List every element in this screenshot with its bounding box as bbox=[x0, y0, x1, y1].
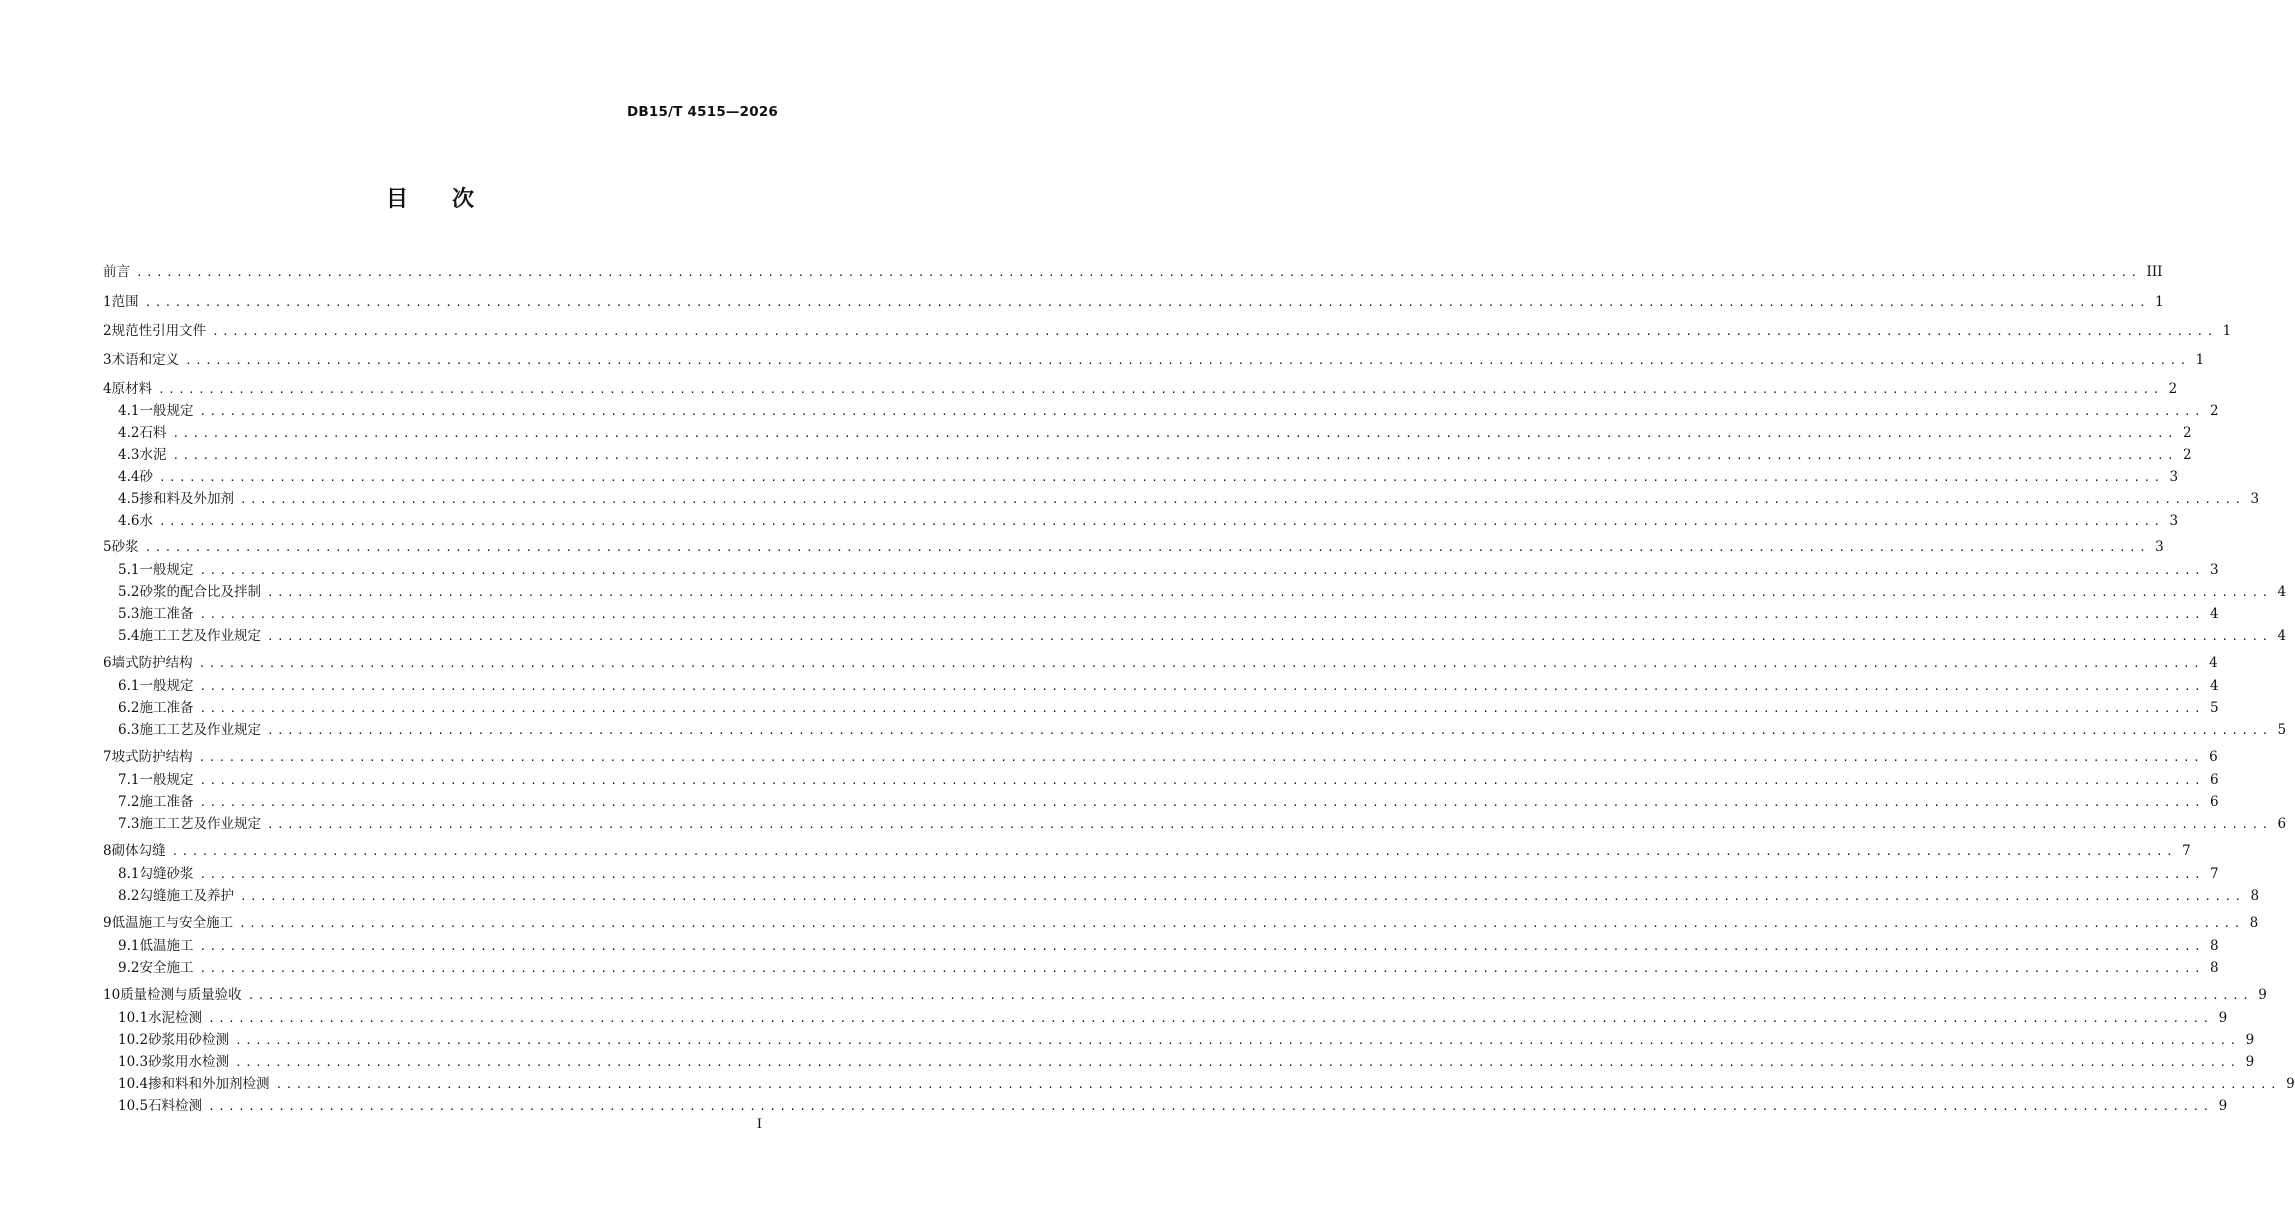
toc-entry-page: 1 bbox=[2222, 323, 2232, 339]
toc-dot-leader: ........................................................................................................................................................................................................ bbox=[158, 383, 2163, 396]
toc-subentry[interactable] bbox=[118, 886, 2260, 906]
toc-entry-label: 砌体勾缝 bbox=[111, 843, 166, 859]
toc-dot-leader: ........................................................................................................................................................................................................ bbox=[199, 680, 2204, 693]
toc-dot-leader: ........................................................................................................................................................................................................ bbox=[275, 1078, 2281, 1091]
toc-entry-number: 5.1 bbox=[118, 562, 140, 578]
toc-entry-label: 石料检测 bbox=[148, 1098, 203, 1114]
toc-entry-page: 2 bbox=[2168, 381, 2178, 397]
document-code: DB15/T 4515—2026 bbox=[627, 104, 778, 120]
toc-subentry[interactable] bbox=[118, 1074, 2295, 1094]
toc-dot-leader: ........................................................................................................................................................................................................ bbox=[199, 405, 2204, 418]
toc-entry-page: 7 bbox=[2182, 843, 2191, 859]
toc-dot-leader: ........................................................................................................................................................................................................ bbox=[239, 493, 2245, 506]
toc-entry-number: 10.2 bbox=[118, 1032, 149, 1048]
toc-dot-leader: ........................................................................................................................................................................................................ bbox=[266, 818, 2272, 831]
toc-entry[interactable] bbox=[103, 841, 2191, 861]
toc-subentry[interactable] bbox=[118, 582, 2287, 602]
toc-dot-leader: ........................................................................................................................................................................................................ bbox=[199, 796, 2204, 809]
toc-entry-number: 10.3 bbox=[118, 1054, 149, 1070]
toc-entry-label: 施工工艺及作业规定 bbox=[139, 722, 261, 738]
toc-dot-leader: ........................................................................................................................................................................................................ bbox=[144, 541, 2150, 554]
toc-subentry[interactable] bbox=[118, 770, 2219, 790]
toc-entry-page: 8 bbox=[2210, 960, 2219, 976]
toc-entry-page: 9 bbox=[2245, 1054, 2255, 1070]
toc-subentry[interactable] bbox=[118, 864, 2219, 884]
toc-entry-page: 7 bbox=[2210, 866, 2219, 882]
toc-dot-leader: ........................................................................................................................................................................................................ bbox=[266, 586, 2272, 599]
toc-dot-leader: ........................................................................................................................................................................................................ bbox=[208, 1012, 2213, 1025]
toc-entry-label: 施工准备 bbox=[139, 606, 194, 622]
toc-dot-leader: ........................................................................................................................................................................................................ bbox=[235, 1056, 2240, 1069]
toc-subentry[interactable] bbox=[118, 445, 2192, 465]
toc-entry-number: 8.2 bbox=[118, 888, 140, 904]
toc-dot-leader: ........................................................................................................................................................................................................ bbox=[199, 564, 2204, 577]
toc-entry-page: 8 bbox=[2250, 888, 2260, 904]
toc-entry-label: 坡式防护结构 bbox=[111, 749, 193, 765]
toc-dot-leader: ........................................................................................................................................................................................................ bbox=[185, 354, 2190, 367]
toc-subentry[interactable] bbox=[118, 467, 2179, 487]
toc-entry-label: 一般规定 bbox=[139, 403, 194, 419]
toc-dot-leader: ........................................................................................................................................................................................................ bbox=[266, 724, 2272, 737]
toc-entry-label: 安全施工 bbox=[139, 960, 194, 976]
toc-entry-number: 6.2 bbox=[118, 700, 140, 716]
toc-entry-label: 砂浆用水检测 bbox=[148, 1054, 230, 1070]
toc-entry-page: 2 bbox=[2183, 447, 2192, 463]
toc-subentry[interactable] bbox=[118, 936, 2219, 956]
toc-subentry[interactable] bbox=[118, 511, 2179, 531]
toc-subentry[interactable] bbox=[118, 604, 2219, 624]
toc-dot-leader: ........................................................................................................................................................................................................ bbox=[198, 657, 2204, 670]
toc-dot-leader: ........................................................................................................................................................................................................ bbox=[199, 774, 2204, 787]
toc-entry[interactable] bbox=[103, 262, 2163, 282]
toc-entry-label: 掺和料和外加剂检测 bbox=[148, 1076, 270, 1092]
toc-subentry[interactable] bbox=[118, 814, 2287, 834]
toc-entry-page: 5 bbox=[2277, 722, 2287, 738]
toc-subentry[interactable] bbox=[118, 626, 2287, 646]
toc-entry-page: 3 bbox=[2169, 513, 2179, 529]
toc-entry-number: 4.3 bbox=[118, 447, 140, 463]
toc-dot-leader: ........................................................................................................................................................................................................ bbox=[199, 868, 2204, 881]
toc-entry-number: 4.2 bbox=[118, 425, 140, 441]
toc-entry[interactable] bbox=[103, 292, 2164, 312]
toc-entry-page: 9 bbox=[2245, 1032, 2255, 1048]
toc-dot-leader: ........................................................................................................................................................................................................ bbox=[239, 917, 2244, 930]
toc-entry-number: 7.2 bbox=[118, 794, 140, 810]
toc-subentry[interactable] bbox=[118, 1096, 2228, 1116]
toc-subentry[interactable] bbox=[118, 401, 2219, 421]
toc-entry-label: 一般规定 bbox=[139, 772, 194, 788]
toc-entry-page: 3 bbox=[2155, 539, 2164, 555]
toc-entry-label: 掺和料及外加剂 bbox=[139, 491, 234, 507]
toc-entry-label: 术语和定义 bbox=[111, 352, 180, 368]
toc-entry-page: 9 bbox=[2286, 1076, 2295, 1092]
toc-dot-leader: ........................................................................................................................................................................................................ bbox=[171, 845, 2177, 858]
toc-entry-label: 水 bbox=[139, 513, 153, 529]
toc-entry-label: 勾缝砂浆 bbox=[139, 866, 194, 882]
toc-entry-label: 范围 bbox=[111, 294, 139, 310]
toc-entry-number: 4 bbox=[103, 381, 112, 397]
toc-entry-label: 一般规定 bbox=[139, 562, 194, 578]
toc-entry-page: 6 bbox=[2210, 772, 2219, 788]
toc-entry-number: 10 bbox=[103, 987, 121, 1003]
toc-entry-label: 砂浆 bbox=[111, 539, 139, 555]
toc-entry-label: 施工工艺及作业规定 bbox=[139, 816, 261, 832]
toc-entry-page: 8 bbox=[2249, 915, 2259, 931]
toc-subentry[interactable] bbox=[118, 489, 2260, 509]
toc-entry-number: 9.2 bbox=[118, 960, 140, 976]
toc-entry-number: 4.6 bbox=[118, 513, 140, 529]
toc-entry-label: 前言 bbox=[103, 264, 130, 280]
toc-dot-leader: ........................................................................................................................................................................................................ bbox=[199, 940, 2204, 953]
toc-entry-page: 5 bbox=[2210, 700, 2219, 716]
toc-dot-leader: ........................................................................................................................................................................................................ bbox=[208, 1100, 2213, 1113]
toc-subentry[interactable] bbox=[118, 958, 2219, 978]
toc-entry-label: 一般规定 bbox=[139, 678, 194, 694]
toc-entry-page: 4 bbox=[2210, 678, 2219, 694]
toc-dot-leader: ........................................................................................................................................................................................................ bbox=[212, 325, 2217, 338]
toc-entry-page: 4 bbox=[2277, 584, 2287, 600]
toc-entry-number: 7 bbox=[103, 749, 112, 765]
toc-dot-leader: ........................................................................................................................................................................................................ bbox=[144, 296, 2150, 309]
toc-entry-page: 9 bbox=[2218, 1098, 2228, 1114]
toc-entry-number: 4.5 bbox=[118, 491, 140, 507]
toc-entry-number: 6 bbox=[103, 655, 112, 671]
toc-entry-label: 砂 bbox=[139, 469, 153, 485]
toc-entry-label: 砂浆用砂检测 bbox=[148, 1032, 230, 1048]
toc-entry-page: 1 bbox=[2155, 294, 2164, 310]
toc-entry-page: 8 bbox=[2210, 938, 2219, 954]
toc-dot-leader: ........................................................................................................................................................................................................ bbox=[198, 751, 2204, 764]
toc-entry-number: 9 bbox=[103, 915, 112, 931]
toc-entry-page: 6 bbox=[2209, 749, 2218, 765]
page-title: 目 次 bbox=[385, 187, 474, 212]
toc-entry-label: 施工准备 bbox=[139, 794, 194, 810]
toc-entry-page: III bbox=[2146, 264, 2163, 280]
toc-entry-number: 4.4 bbox=[118, 469, 140, 485]
toc-dot-leader: ........................................................................................................................................................................................................ bbox=[158, 515, 2164, 528]
toc-dot-leader: ........................................................................................................................................................................................................ bbox=[172, 427, 2177, 440]
toc-entry-page: 9 bbox=[2258, 987, 2267, 1003]
toc-entry[interactable] bbox=[103, 985, 2267, 1005]
toc-entry-number: 10.1 bbox=[118, 1010, 149, 1026]
toc-entry-number: 10.4 bbox=[118, 1076, 149, 1092]
toc-entry-number: 8 bbox=[103, 843, 112, 859]
toc-entry-number: 6.1 bbox=[118, 678, 140, 694]
toc-dot-leader: ........................................................................................................................................................................................................ bbox=[239, 890, 2245, 903]
toc-entry-number: 5.4 bbox=[118, 628, 140, 644]
toc-entry-page: 4 bbox=[2210, 606, 2219, 622]
toc-subentry[interactable] bbox=[118, 676, 2219, 696]
toc-entry-label: 水泥 bbox=[139, 447, 167, 463]
toc-entry[interactable] bbox=[103, 537, 2164, 557]
toc-entry[interactable] bbox=[103, 747, 2218, 767]
toc-dot-leader: ........................................................................................................................................................................................................ bbox=[199, 702, 2204, 715]
toc-entry-page: 4 bbox=[2209, 655, 2218, 671]
toc-entry-number: 8.1 bbox=[118, 866, 140, 882]
toc-entry-number: 5.2 bbox=[118, 584, 140, 600]
toc-entry-number: 7.3 bbox=[118, 816, 140, 832]
toc-dot-leader: ........................................................................................................................................................................................................ bbox=[235, 1034, 2240, 1047]
toc-entry-label: 勾缝施工及养护 bbox=[139, 888, 234, 904]
toc-entry[interactable] bbox=[103, 321, 2232, 341]
toc-entry-number: 10.5 bbox=[118, 1098, 149, 1114]
toc-entry-number: 2 bbox=[103, 323, 112, 339]
toc-entry[interactable] bbox=[103, 913, 2259, 933]
toc-dot-leader: ........................................................................................................................................................................................................ bbox=[199, 962, 2204, 975]
toc-subentry[interactable] bbox=[118, 560, 2219, 580]
toc-entry-page: 3 bbox=[2210, 562, 2219, 578]
toc-dot-leader: ........................................................................................................................................................................................................ bbox=[136, 266, 2141, 279]
toc-entry-label: 砂浆的配合比及拌制 bbox=[139, 584, 261, 600]
toc-entry-page: 3 bbox=[2169, 469, 2179, 485]
toc-entry[interactable] bbox=[103, 350, 2205, 370]
toc-subentry[interactable] bbox=[118, 1052, 2255, 1072]
toc-entry-page: 6 bbox=[2210, 794, 2219, 810]
toc-entry-number: 9.1 bbox=[118, 938, 140, 954]
toc-entry-label: 施工准备 bbox=[139, 700, 194, 716]
toc-entry-number: 5 bbox=[103, 539, 112, 555]
toc-dot-leader: ........................................................................................................................................................................................................ bbox=[199, 608, 2204, 621]
toc-subentry[interactable] bbox=[118, 1030, 2255, 1050]
toc-entry-page: 9 bbox=[2218, 1010, 2228, 1026]
toc-dot-leader: ........................................................................................................................................................................................................ bbox=[158, 471, 2164, 484]
toc-entry-page: 2 bbox=[2210, 403, 2219, 419]
toc-entry-number: 5.3 bbox=[118, 606, 140, 622]
toc-entry[interactable] bbox=[103, 653, 2218, 673]
page-folio: I bbox=[756, 1117, 762, 1132]
toc-entry-label: 质量检测与质量验收 bbox=[120, 987, 242, 1003]
toc-subentry[interactable] bbox=[118, 792, 2219, 812]
toc-entry-page: 1 bbox=[2195, 352, 2205, 368]
toc-entry-label: 低温施工 bbox=[139, 938, 194, 954]
toc-subentry[interactable] bbox=[118, 720, 2287, 740]
toc-entry-number: 1 bbox=[103, 294, 112, 310]
toc-entry-number: 7.1 bbox=[118, 772, 140, 788]
toc-dot-leader: ........................................................................................................................................................................................................ bbox=[266, 630, 2272, 643]
toc-entry-page: 2 bbox=[2183, 425, 2192, 441]
toc-entry-label: 规范性引用文件 bbox=[111, 323, 207, 339]
toc-entry-label: 原材料 bbox=[111, 381, 153, 397]
toc-entry-number: 4.1 bbox=[118, 403, 140, 419]
toc-subentry[interactable] bbox=[118, 423, 2192, 443]
toc-entry-label: 墙式防护结构 bbox=[111, 655, 193, 671]
toc-entry[interactable] bbox=[103, 379, 2178, 399]
toc-subentry[interactable] bbox=[118, 1008, 2228, 1028]
toc-entry-number: 6.3 bbox=[118, 722, 140, 738]
toc-subentry[interactable] bbox=[118, 698, 2219, 718]
toc-entry-label: 石料 bbox=[139, 425, 167, 441]
toc-entry-page: 4 bbox=[2277, 628, 2287, 644]
toc-entry-label: 施工工艺及作业规定 bbox=[139, 628, 261, 644]
toc-entry-page: 6 bbox=[2277, 816, 2287, 832]
toc-entry-number: 3 bbox=[103, 352, 112, 368]
toc-entry-label: 水泥检测 bbox=[148, 1010, 203, 1026]
toc-dot-leader: ........................................................................................................................................................................................................ bbox=[247, 989, 2253, 1002]
toc-entry-label: 低温施工与安全施工 bbox=[111, 915, 234, 931]
toc-entry-page: 3 bbox=[2250, 491, 2260, 507]
toc-dot-leader: ........................................................................................................................................................................................................ bbox=[172, 449, 2177, 462]
